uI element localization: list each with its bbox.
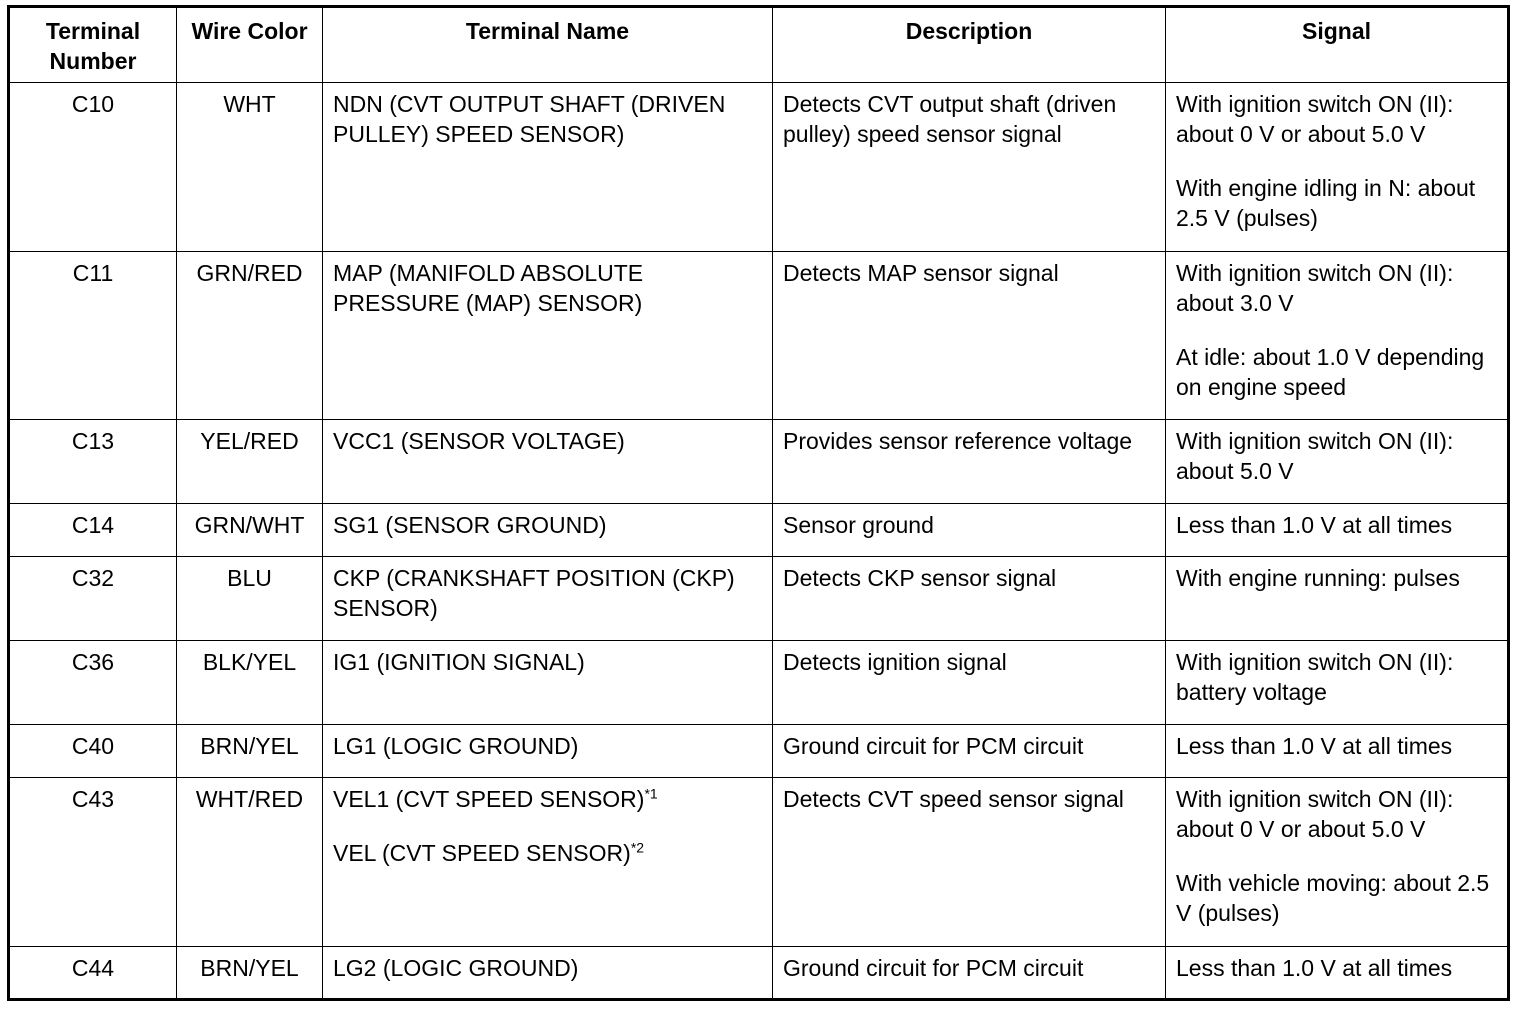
table-row [9,504,1509,557]
terminal-name-line: VEL (CVT SPEED SENSOR)$^{*2}$ [333,839,645,866]
terminal-name-cell: CKP (CRANKSHAFT POSITION (CKP) SENSOR) [323,557,773,641]
signal-text: With ignition switch ON (II): about 5.0 V [1176,428,1454,484]
table-row [9,947,1509,1000]
description-cell: Detects CKP sensor signal [773,557,1166,641]
signal-cell [1166,778,1509,947]
description-cell: Sensor ground [773,504,1166,557]
wire-color-cell: WHT [177,83,323,252]
wire-color-cell: BRN/YEL [177,947,323,1000]
signal-cell [1166,641,1509,725]
wire-color-cell: BLU [177,557,323,641]
table-row [9,252,1509,420]
signal-text: At idle: about 1.0 V depending on engine speed [1176,344,1485,400]
terminal-name-cell: SG1 (SENSOR GROUND) [323,504,773,557]
terminal-number-cell: C36 [9,641,177,725]
terminal-number-cell: C13 [9,420,177,504]
description-cell: Ground circuit for PCM circuit [773,947,1166,1000]
terminal-name-cell: MAP (MANIFOLD ABSOLUTE PRESSURE (MAP) SENSOR) [323,252,773,420]
wire-color-cell: GRN/RED [177,252,323,420]
terminal-number-cell: C44 [9,947,177,1000]
signal-text: With engine running: pulses [1176,565,1460,591]
signal-text: With ignition switch ON (II): about 0 V or about 5.0 V [1176,786,1454,842]
terminal-name-cell: LG2 (LOGIC GROUND) [323,947,773,1000]
description-cell: Detects ignition signal [773,641,1166,725]
signal-text: With ignition switch ON (II): about 0 V or about 5.0 V [1176,91,1454,147]
wire-color-cell: GRN/WHT [177,504,323,557]
description-cell: Detects CVT speed sensor signal [773,778,1166,947]
wire-color-cell: YEL/RED [177,420,323,504]
terminal-number-cell: C10 [9,83,177,252]
signal-cell [1166,947,1509,1000]
table-row [9,83,1509,252]
wire-color-cell: WHT/RED [177,778,323,947]
footnote-marker: *2 [630,839,645,856]
terminal-number-cell: C14 [9,504,177,557]
header-signal: Signal [1166,7,1509,83]
terminal-name-cell: NDN (CVT OUTPUT SHAFT (DRIVEN PULLEY) SPEED SENSOR) [323,83,773,252]
terminal-name-cell: LG1 (LOGIC GROUND) [323,725,773,778]
header-terminal-name: Terminal Name [323,7,773,83]
terminal-number-cell: C11 [9,252,177,420]
wire-color-cell: BLK/YEL [177,641,323,725]
header-terminal-number: Terminal Number [9,7,177,83]
signal-text: With vehicle moving: about 2.5 V (pulses) [1176,870,1490,926]
terminal-number-cell: C32 [9,557,177,641]
description-cell: Detects MAP sensor signal [773,252,1166,420]
terminal-name-cell: VCC1 (SENSOR VOLTAGE) [323,420,773,504]
signal-text: Less than 1.0 V at all times [1176,955,1453,981]
table-row [9,641,1509,725]
table-row [9,557,1509,641]
terminal-name-line: VEL1 (CVT SPEED SENSOR)$^{*1}$ [333,785,658,812]
signal-text: With ignition switch ON (II): battery voltage [1176,649,1454,705]
signal-cell [1166,557,1509,641]
wire-color-cell: BRN/YEL [177,725,323,778]
signal-text: Less than 1.0 V at all times [1176,733,1453,759]
terminal-number-cell: C43 [9,778,177,947]
header-wire-color: Wire Color [177,7,323,83]
description-cell: Detects CVT output shaft (driven pulley) speed sensor signal [773,83,1166,252]
header-description: Description [773,7,1166,83]
table-row [9,725,1509,778]
signal-text: With engine idling in N: about 2.5 V (pulses) [1176,175,1476,231]
table-row [9,778,1509,947]
signal-cell [1166,504,1509,557]
terminal-name-cell: IG1 (IGNITION SIGNAL) [323,641,773,725]
signal-text: Less than 1.0 V at all times [1176,512,1453,538]
signal-text: With ignition switch ON (II): about 3.0 V [1176,260,1454,316]
signal-cell [1166,83,1509,252]
footnote-marker: *1 [644,785,658,802]
terminal-table [7,5,1510,1001]
signal-cell [1166,420,1509,504]
signal-cell [1166,725,1509,778]
description-cell: Ground circuit for PCM circuit [773,725,1166,778]
signal-cell [1166,252,1509,420]
description-cell: Provides sensor reference voltage [773,420,1166,504]
terminal-name-cell [323,778,773,947]
header-row [9,7,1509,83]
table-row [9,420,1509,504]
terminal-number-cell: C40 [9,725,177,778]
